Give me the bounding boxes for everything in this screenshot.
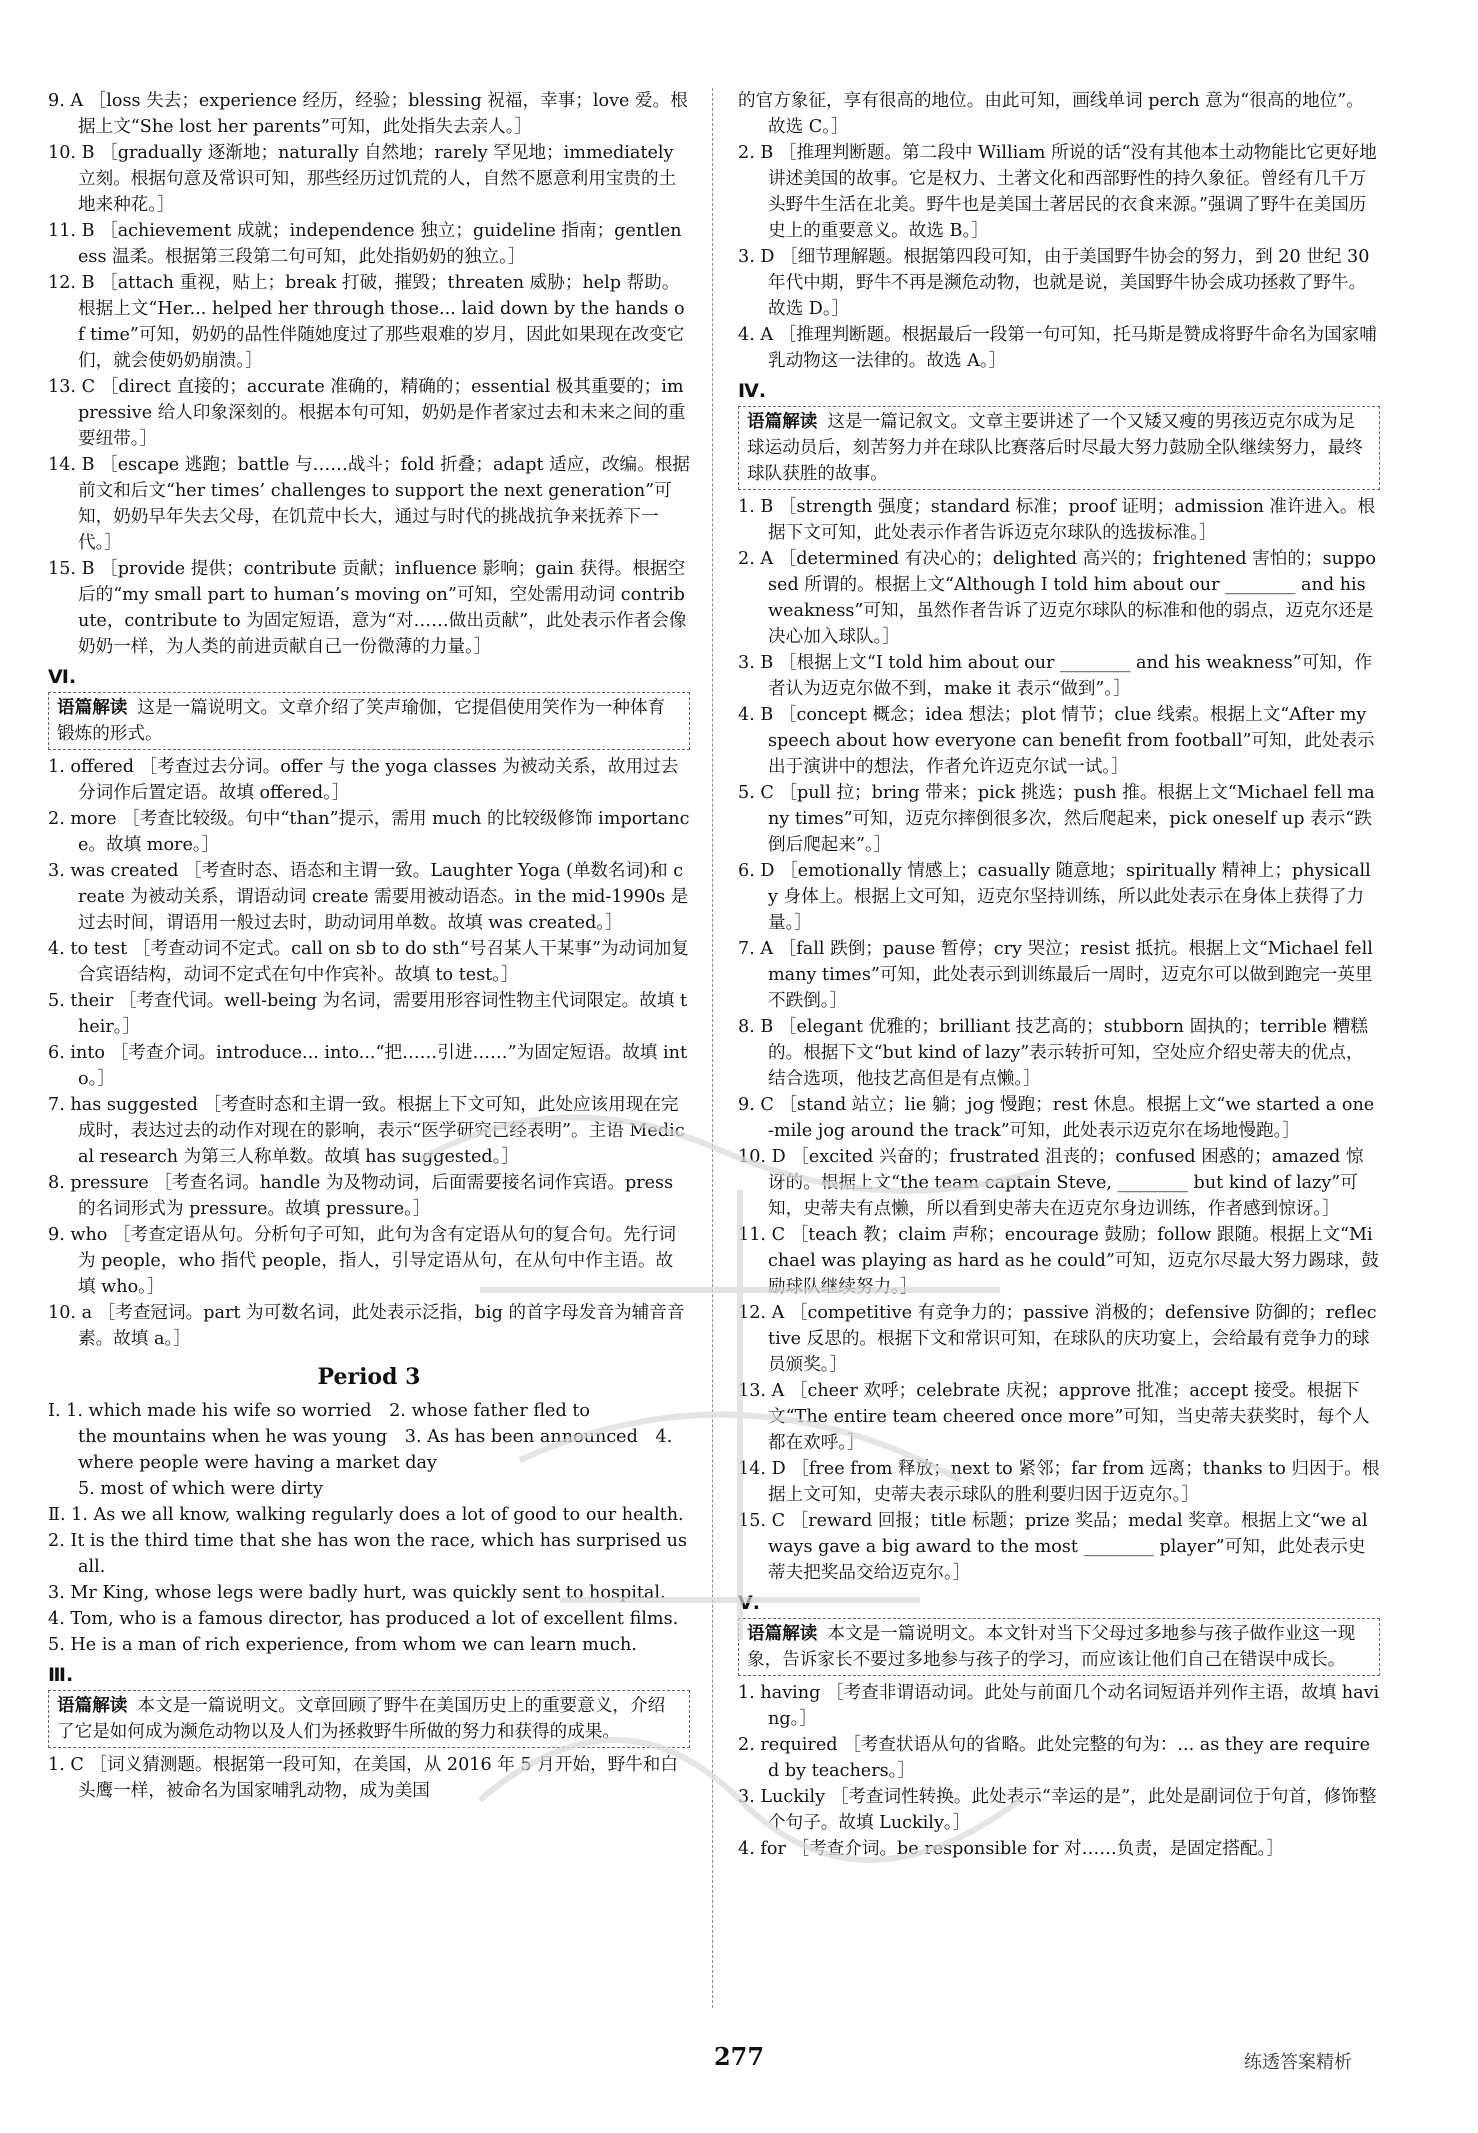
left-top-items [48,88,690,660]
answer-item: 12. B ［attach 重视，贴上；break 打破，摧毁；threaten 威胁；help 帮助。根据上文“Her... helped her through those... laid down by the hands of time”可知，奶奶的品性伴随她度过了那些艰难的岁月，因此如果现在改变它们，就会使奶奶崩溃。］ [48,273,685,371]
p3-section-2-items [48,1502,690,1658]
box-text: 本文是一篇说明文。本文针对当下父母过多地参与孩子做作业这一现象，告诉家长不要过多地参与孩子的学习，而应该让他们自己在错误中成长。 [747,1624,1356,1670]
answer-item: 6. into ［考查介词。introduce... into...“把……引进……”为固定短语。故填 into。］ [48,1043,688,1089]
answer-item: 12. A ［competitive 有竞争力的；passive 消极的；defensive 防御的；reflective 反思的。根据下文和常识可知，在球队的庆功宴上，会给最有竞争力的球员颁奖。］ [738,1303,1377,1375]
answer-item: 8. pressure ［考查名词。handle 为及物动词，后面需要接名词作宾语。press 的名词形式为 pressure。故填 pressure。］ [48,1173,674,1219]
right-column [738,88,1380,1862]
answer-item: 4. for ［考查介词。be responsible for 对……负责，是固定搭配。］ [738,1839,1284,1859]
answer-item: 9. C ［stand 站立；lie 躺；jog 慢跑；rest 休息。根据上文“we started a one-mile jog around the track”可知，此处表示迈克尔在场地慢跑。］ [738,1095,1375,1141]
answer-item: 2. required ［考查状语从句的省略。此处完整的句为：... as they are required by teachers。］ [738,1735,1370,1781]
answer-item: 10. B ［gradually 逐渐地；naturally 自然地；rarely 罕见地；immediately 立刻。根据句意及常识可知，那些经历过饥荒的人，自然不愿意利用宝贵的土地来种花。］ [48,143,677,215]
answer-item: 1. B ［strength 强度；standard 标准；proof 证明；admission 准许进入。根据下文可知，此处表示作者告诉迈克尔球队的选拔标准。］ [738,497,1376,543]
passage-analysis-box [48,1690,690,1748]
section-4-items [738,494,1380,1586]
passage-analysis-box [738,406,1380,490]
answer-item: 4. Tom, who is a famous director, has produced a lot of excellent films. [48,1609,679,1629]
answer-item: 4. B ［concept 概念；idea 想法；plot 情节；clue 线索。根据上文“After my speech about how everyone can benefit from football”可知，此处表示出于演讲中的想法，作者允许迈克尔试一试。］ [738,705,1375,777]
answer-item: 3. B ［根据上文“I told him about our ________ and his weakness”可知，作者认为迈克尔做不到，make it 表示“做到”。］ [738,653,1373,699]
page-number: 277 [713,2042,765,2071]
box-text: 本文是一篇说明文。文章回顾了野牛在美国历史上的重要意义，介绍了它是如何成为濒危动物以及人们为拯救野牛所做的努力和获得的成果。 [57,1696,666,1742]
answer-item: 11. C ［teach 教；claim 声称；encourage 鼓励；follow 跟随。根据上文“Michael was playing as hard as he could”可知，迈克尔尽最大努力踢球，鼓励球队继续努力。］ [738,1225,1379,1297]
answer-item: 的官方象征，享有很高的地位。由此可知，画线单词 perch 意为“很高的地位”。故选 C。］ [738,91,1364,137]
answer-item: 10. a ［考查冠词。part 为可数名词，此处表示泛指，big 的首字母发音为辅音音素。故填 a。］ [48,1303,685,1349]
answer-item: 13. A ［cheer 欢呼；celebrate 庆祝；approve 批准；accept 接受。根据下文“The entire team cheered once more”可知，当史蒂夫获奖时，每个人都在欢呼。］ [738,1381,1370,1453]
answer-item: 9. A ［loss 失去；experience 经历，经验；blessing 祝福，幸事；love 爱。根据上文“She lost her parents”可知，此处指失去亲人。］ [48,91,688,137]
answer-item: 2. It is the third time that she has won the race, which has surprised us all. [48,1531,687,1577]
answer-item: 2. B ［推理判断题。第二段中 William 所说的话“没有其他本土动物能比它更好地讲述美国的故事。它是权力、土著文化和西部野性的持久象征。曾经有几千万头野牛生活在北美。野牛也是美国土著居民的衣食来源。”强调了野牛在美国历史上的重要意义。故选 B。］ [738,143,1377,241]
right-top-items [738,88,1380,374]
answer-item: 10. D ［excited 兴奋的；frustrated 沮丧的；confused 困惑的；amazed 惊讶的。根据上文“the team captain Steve, ________ but kind of lazy”可知，史蒂夫有点懒，所以看到史蒂夫在迈克尔身边训练，作者感到惊讶。］ [738,1147,1364,1219]
answer-item: 1. offered ［考查过去分词。offer 与 the yoga classes 为被动关系，故用过去分词作后置定语。故填 offered。］ [48,757,679,803]
answer-item: 14. D ［free from 释放；next to 紧邻；far from 远离；thanks to 归因于。根据上文可知，史蒂夫表示球队的胜利要归因于迈克尔。］ [738,1459,1380,1505]
p3-section-3-label: Ⅲ. [48,1664,74,1686]
footer-label: 练透答案精析 [1244,2052,1352,2073]
box-text: 这是一篇说明文。文章介绍了笑声瑜伽，它提倡使用笑作为一种体育锻炼的形式。 [57,698,666,744]
answer-item: 11. B ［achievement 成就；independence 独立；guideline 指南；gentleness 温柔。根据第三段第二句可知，此处指奶奶的独立。］ [48,221,682,267]
period-title: Period 3 [317,1364,421,1390]
answer-item: 2. A ［determined 有决心的；delighted 高兴的；frightened 害怕的；supposed 所谓的。根据上文“Although I told him about our ________ and his weakness”可知，虽然作者告诉了迈克尔球队的标准和他的弱点，迈克尔还是决心加入球队。］ [738,549,1377,647]
answer-item: 14. B ［escape 逃跑；battle 与……战斗；fold 折叠；adapt 适应，改编。根据前文和后文“her times’ challenges to support the next generation”可知，奶奶早年失去父母，在饥荒中长大，通过与时代的挑战抗争来抚养下一代。］ [48,455,690,553]
answer-item: 15. B ［provide 提供；contribute 贡献；influence 影响；gain 获得。根据空后的“my small part to human’s moving on”可知，空处需用动词 contribute，contribute to 为固定短语，意为“对……做出贡献”，此处表示作者会像奶奶一样，为人类的前进贡献自己一份微薄的力量。］ [48,559,687,657]
answer-item: 2. more ［考查比较级。句中“than”提示，需用 much 的比较级修饰 importance。故填 more。］ [48,809,690,855]
answer-line: 5. most of which were dirty [78,1479,324,1499]
answer-item: 4. A ［推理判断题。根据最后一段第一句可知，托马斯是赞成将野牛命名为国家哺乳动物这一法律的。故选 A。］ [738,325,1377,371]
box-text: 这是一篇记叙文。文章主要讲述了一个又矮又瘦的男孩迈克尔成为足球运动员后，刻苦努力并在球队比赛落后时尽最大努力鼓励全队继续努力，最终球队获胜的故事。 [747,412,1363,484]
section-4-label: Ⅳ. [738,380,767,402]
p3-section-1-lines [48,1424,690,1502]
answer-item: Ⅱ. 1. As we all know, walking regularly does a lot of good to our health. [48,1505,684,1525]
box-tag: 语篇解读 [747,412,818,432]
section-6-label: Ⅵ. [48,666,77,688]
section-6-items [48,754,690,1352]
answer-item: 4. to test ［考查动词不定式。call on sb to do sth“号召某人干某事”为动词加复合宾语结构，动词不定式在句中作宾补。故填 to test。］ [48,939,689,985]
answer-item: 8. B ［elegant 优雅的；brilliant 技艺高的；stubborn 固执的；terrible 糟糕的。根据下文“but kind of lazy”表示转折可知，空处应介绍史蒂夫的优点，结合选项，他技艺高但是有点懒。］ [738,1017,1368,1089]
answer-item: 1. having ［考查非谓语动词。此处与前面几个动名词短语并列作主语，故填 having。］ [738,1683,1380,1729]
left-column [48,88,690,1804]
section-5-label: Ⅴ. [738,1592,760,1614]
box-tag: 语篇解读 [747,1624,818,1644]
answer-item: 5. their ［考查代词。well-being 为名词，需要用形容词性物主代词限定。故填 their。］ [48,991,688,1037]
p3-section-3-item-1: 1. C ［词义猜测题。根据第一段可知，在美国，从 2016 年 5 月开始，野牛和白头鹰一样，被命名为国家哺乳动物，成为美国 [48,1755,678,1801]
answer-item: 5. He is a man of rich experience, from whom we can learn much. [48,1635,637,1655]
answer-item: 9. who ［考查定语从句。分析句子可知，此句为含有定语从句的复合句。先行词为 people，who 指代 people，指人，引导定语从句，在从句中作主语。故填 who。］ [48,1225,676,1297]
answer-item: 5. C ［pull 拉；bring 带来；pick 挑选；push 推。根据上文“Michael fell many times”可知，迈克尔摔倒很多次，然后爬起来，pick oneself up 表示“跌倒后爬起来”。］ [738,783,1375,855]
box-tag: 语篇解读 [57,698,128,718]
answer-item: 3. D ［细节理解题。根据第四段可知，由于美国野牛协会的努力，到 20 世纪 30 年代中期，野牛不再是濒危动物，也就是说，美国野牛协会成功拯救了野牛。故选 D。］ [738,247,1370,319]
answer-item: 7. has suggested ［考查时态和主谓一致。根据上下文可知，此处应该用现在完成时，表达过去的动作对现在的影响，表示“医学研究已经表明”。主语 Medical research 为第三人称单数。故填 has suggested。］ [48,1095,685,1167]
answer-item: 15. C ［reward 回报；title 标题；prize 奖品；medal 奖章。根据上文“we always gave a big award to the most ________ player”可知，此处表示史蒂夫把奖品交给迈克尔。］ [738,1511,1368,1583]
answer-item: 3. Mr King, whose legs were badly hurt, was quickly sent to hospital. [48,1583,666,1603]
answer-item: 13. C ［direct 直接的；accurate 准确的，精确的；essential 极其重要的；impressive 给人印象深刻的。根据本句可知，奶奶是作者家过去和未来之间的重要纽带。］ [48,377,686,449]
answer-item: 3. Luckily ［考查词性转换。此处表示“幸运的是”，此处是副词位于句首，修饰整个句子。故填 Luckily。］ [738,1787,1377,1833]
answer-item: 6. D ［emotionally 情感上；casually 随意地；spiritually 精神上；physically 身体上。根据上文可知，迈克尔坚持训练，所以此处表示在身体上获得了力量。］ [738,861,1371,933]
answer-line: the mountains when he was young 3. As has been announced 4. where people were having a market day [78,1427,673,1473]
answer-item: 7. A ［fall 跌倒；pause 暂停；cry 哭泣；resist 抵抗。根据上文“Michael fell many times”可知，此处表示到训练最后一周时，迈克尔可以做到跑完一英里不跌倒。］ [738,939,1373,1011]
answer-item: 3. was created ［考查时态、语态和主谓一致。Laughter Yoga (单数名词)和 create 为被动关系，谓语动词 create 需要用被动语态。in the mid-1990s 是过去时间，谓语用一般过去时，助动词用单数。故填 was created。］ [48,861,689,933]
p3-section-1-label: Ⅰ. 1. which made his wife so worried 2. whose father fled to [48,1401,590,1421]
passage-analysis-box [48,692,690,750]
passage-analysis-box [738,1618,1380,1676]
box-tag: 语篇解读 [57,1696,128,1716]
section-5-items [738,1680,1380,1862]
column-divider [712,88,713,2008]
